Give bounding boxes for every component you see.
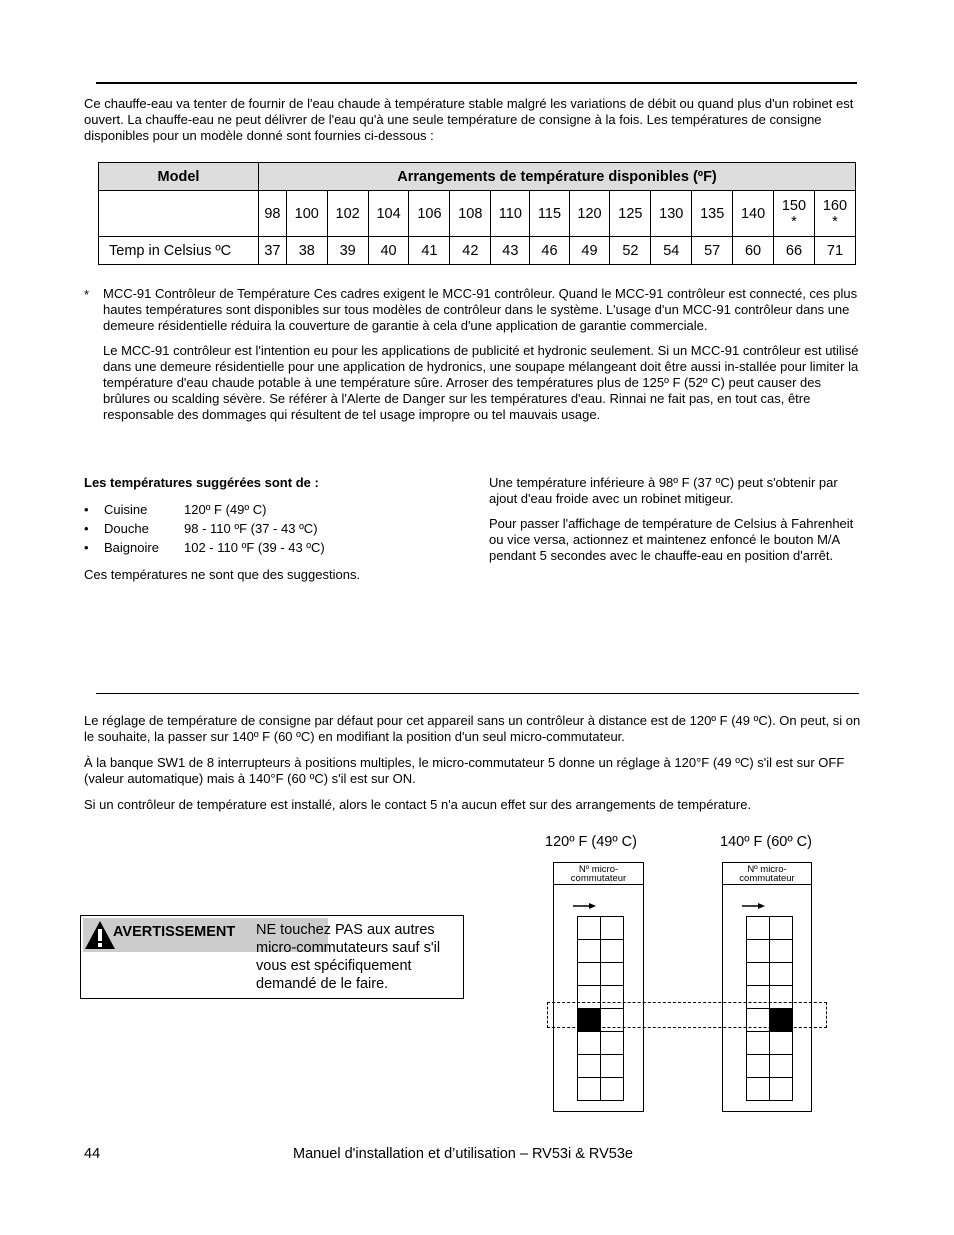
switch-cell xyxy=(770,1032,793,1055)
table-cell: 49 xyxy=(569,237,610,265)
switch-cell xyxy=(747,1078,770,1101)
table-cell: 57 xyxy=(692,237,733,265)
table-cell: 115 xyxy=(530,191,569,237)
switch-cell xyxy=(601,1055,624,1078)
switch-cell xyxy=(578,963,601,986)
table-cell: 54 xyxy=(651,237,692,265)
switch-row xyxy=(747,917,793,940)
table-cell: 66 xyxy=(774,237,815,265)
temperature-table xyxy=(98,162,856,265)
switch-cell xyxy=(770,963,793,986)
switch-cell xyxy=(770,1078,793,1101)
table-cell: 71 xyxy=(814,237,855,265)
celsius-label: Temp in Celsius ºC xyxy=(99,237,259,265)
table-cell: 104 xyxy=(368,191,409,237)
mcc-star: * xyxy=(832,213,838,230)
right-arrow-icon xyxy=(573,902,597,910)
switch-row xyxy=(747,1078,793,1101)
room-name: Douche xyxy=(104,521,149,536)
switch-row xyxy=(747,1055,793,1078)
mcc-star: * xyxy=(791,213,797,230)
switch-cell xyxy=(578,1055,601,1078)
table-cell xyxy=(814,191,855,237)
celsius-row xyxy=(99,237,856,265)
switch-cell xyxy=(747,963,770,986)
switch-header-line: Nº micro- xyxy=(578,864,619,875)
room-name: Cuisine xyxy=(104,502,148,517)
table-cell: 98 xyxy=(259,191,287,237)
section2-paragraph-2: À la banque SW1 de 8 interrupteurs à positions multiples, le micro-commutateur 5 donne un réglage à 120°F (49 ºC) s'il est sur OFF (valeur automatique) mais à 140°F (60 ºC) s'il est sur ON. xyxy=(84,755,845,786)
switch-row xyxy=(578,1032,624,1055)
table-cell: 43 xyxy=(491,237,530,265)
room-name: Baignoire xyxy=(104,540,159,555)
switch-header-line: commutateur xyxy=(739,873,795,884)
warning-box xyxy=(80,915,464,999)
table-cell: 120 xyxy=(569,191,610,237)
table-cell: 38 xyxy=(286,237,327,265)
temp-value: 150 xyxy=(781,197,807,214)
table-cell: 41 xyxy=(409,237,450,265)
switch-cell xyxy=(770,1055,793,1078)
switch-row xyxy=(747,963,793,986)
right-paragraph-2: Pour passer l'affichage de température de Celsius à Fahrenheit ou vice versa, actionnez et maintenez enfoncé le bouton M/A pendant 5 secondes avec le chauffe-eau en position d'arrêt. xyxy=(489,516,854,563)
suggested-heading: Les températures suggérées sont de : xyxy=(84,475,319,490)
page-number: 44 xyxy=(84,1146,101,1162)
switch-row xyxy=(747,940,793,963)
table-cell: 100 xyxy=(286,191,327,237)
warning-label-text: AVERTISSEMENT xyxy=(113,924,236,940)
section2-paragraph-1: Le réglage de température de consigne par défaut pour cet appareil sans un contrôleur à distance est de 120º F (49 ºC). On peut, si on le souhaite, la passer sur 140º F (60 ºC) en modifiant la position d'un seul micro-commutateur. xyxy=(84,713,861,744)
warning-message: NE touchez PAS aux autres micro-commutateurs sauf s'il vous est spécifiquement demandé de le faire. xyxy=(256,922,441,992)
switch-cell xyxy=(747,1055,770,1078)
table-cell: 40 xyxy=(368,237,409,265)
table-cell: 52 xyxy=(610,237,651,265)
switch-header xyxy=(723,863,811,885)
table-cell: 140 xyxy=(733,191,774,237)
switch-row xyxy=(578,940,624,963)
switch-title-140: 140º F (60º C) xyxy=(720,834,812,850)
table-cell: 135 xyxy=(692,191,733,237)
switch-cell xyxy=(578,1078,601,1101)
top-rule xyxy=(96,82,857,84)
table-cell xyxy=(99,191,259,237)
switch-header-line: commutateur xyxy=(570,873,627,884)
switch-row xyxy=(578,963,624,986)
switch-cell xyxy=(770,940,793,963)
table-cell: 108 xyxy=(450,191,491,237)
section2-paragraph-3: Si un contrôleur de température est installé, alors le contact 5 n'a aucun effet sur des arrangements de température. xyxy=(84,797,752,812)
footnote-paragraph-1: MCC-91 Contrôleur de Température Ces cadres exigent le MCC-91 contrôleur. Quand le MCC-91 contrôleur est connecté, ces plus hautes températures sont disponibles sur tous modèles de contrôleur dans le système. L'usage d'un MCC-91 contrôleur dans une demeure résidentielle réduira la couverture de garantie à cela d'une application de garantie commerciale. xyxy=(103,286,858,333)
right-paragraph-1: Une température inférieure à 98º F (37 ºC) peut s'obtenir par ajout d'eau froide avec un robinet mitigeur. xyxy=(489,475,838,506)
switch-row xyxy=(578,1055,624,1078)
switch-cell xyxy=(601,917,624,940)
switch-title-120: 120º F (49º C) xyxy=(545,834,637,850)
table-cell: 106 xyxy=(409,191,450,237)
temp-value: 160 xyxy=(822,197,848,214)
switch-cell xyxy=(578,917,601,940)
switch-cell xyxy=(601,940,624,963)
room-temp: 102 - 110 ºF (39 - 43 ºC) xyxy=(184,540,325,555)
switch-row xyxy=(578,1078,624,1101)
switch-row xyxy=(747,1032,793,1055)
switch-5-highlight xyxy=(547,1002,827,1028)
switch-header xyxy=(554,863,643,885)
room-temp: 98 - 110 ºF (37 - 43 ºC) xyxy=(184,521,318,536)
table-cell: 42 xyxy=(450,237,491,265)
bullet: • xyxy=(84,502,89,517)
footer-title: Manuel d'installation et d’utilisation – RV53i & RV53e xyxy=(293,1146,633,1162)
right-arrow-icon xyxy=(742,902,766,910)
warning-triangle-icon xyxy=(84,919,116,951)
room-temp: 120º F (49º C) xyxy=(184,502,267,517)
switch-cell xyxy=(770,917,793,940)
table-cell: 39 xyxy=(327,237,368,265)
switch-cell xyxy=(747,1032,770,1055)
bullet: • xyxy=(84,521,89,536)
switch-cell xyxy=(578,940,601,963)
switch-cell xyxy=(578,1032,601,1055)
intro-paragraph: Ce chauffe-eau va tenter de fournir de l'eau chaude à température stable malgré les variations de débit ou quand plus d'un robinet est ouvert. La chauffe-eau ne peut délivrer de l'eau qu'à une seule température de consigne à la fois. Les températures de consigne disponibles pour un modèle donné sont fournies ci-dessous : xyxy=(84,96,854,143)
bullet: • xyxy=(84,540,89,555)
table-cell: 46 xyxy=(530,237,569,265)
footnote-marker: * xyxy=(84,287,90,302)
footnote-paragraph-2: Le MCC-91 contrôleur est l'intention eu pour les applications de publicité et hydronic seulement. Si un MCC-91 contrôleur est utilisé dans une demeure résidentielle pour une application de hydronics, une soupape mélangeant doit être aussi in-stallée pour limiter la température d'eau chaude potable à une température sûre. Arroser des températures plus de 125º F (52º C) peut causer des brûlures ou scalding sévère. Se référer à l'Alerte de Danger sur les températures d'eau. Rinnai ne fait pas, en tout cas, être responsable des dommages qui résultent de tel usage impropre ou tel mauvais usage. xyxy=(103,343,859,422)
switch-cell xyxy=(601,1078,624,1101)
table-cell: 102 xyxy=(327,191,368,237)
switch-cell xyxy=(747,940,770,963)
table-cell: 60 xyxy=(733,237,774,265)
section-rule xyxy=(96,693,859,694)
switch-cell xyxy=(747,917,770,940)
switch-header-line: Nº micro- xyxy=(747,864,787,875)
table-cell xyxy=(774,191,815,237)
header-model: Model xyxy=(99,163,259,191)
table-cell: 110 xyxy=(491,191,530,237)
switch-cell xyxy=(601,1032,624,1055)
switch-cell xyxy=(601,963,624,986)
suggested-note: Ces températures ne sont que des suggestions. xyxy=(84,567,361,582)
header-temps: Arrangements de température disponibles (ºF) xyxy=(259,163,856,191)
table-cell: 125 xyxy=(610,191,651,237)
table-cell: 130 xyxy=(651,191,692,237)
switch-row xyxy=(578,917,624,940)
fahrenheit-row xyxy=(99,191,856,237)
dip-switch-panel-120 xyxy=(553,862,644,1112)
dip-switch-panel-140 xyxy=(722,862,812,1112)
table-cell: 37 xyxy=(259,237,287,265)
